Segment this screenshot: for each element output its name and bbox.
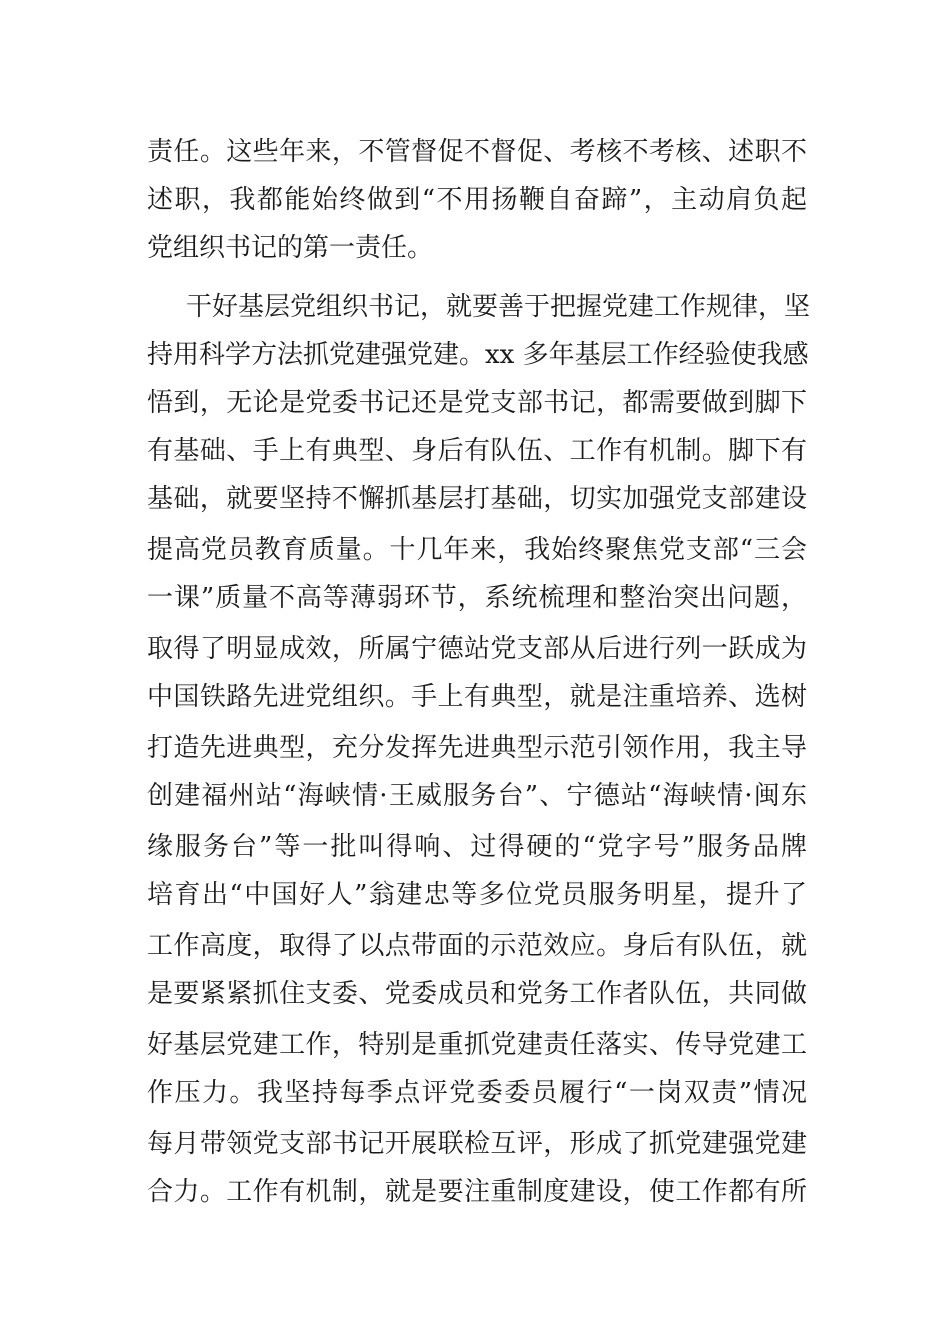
text-line: 提高党员教育质量。十几年来，我始终聚焦党支部“三会 — [147, 535, 807, 565]
text-line: 工作高度，取得了以点带面的示范效应。身后有队伍，就 — [147, 931, 807, 961]
text-line: 合力。工作有机制，就是要注重制度建设，使工作都有所 — [147, 1177, 807, 1207]
text-line: 作压力。我坚持每季点评党委委员履行“一岗双责”情况 — [147, 1078, 807, 1108]
text-line: 培育出“中国好人”翁建忠等多位党员服务明星，提升了 — [147, 880, 807, 910]
text-line: 取得了明显成效，所属宁德站党支部从后进行列一跃成为 — [147, 634, 807, 664]
text-line: 是要紧紧抓住支委、党委成员和党务工作者队伍，共同做 — [147, 979, 807, 1009]
text-line: 打造先进典型，充分发挥先进典型示范引领作用，我主导 — [147, 733, 807, 763]
text-line: 创建福州站“海峡情·王威服务台”、宁德站“海峡情·闽东 — [147, 781, 807, 811]
text-line: 基础，就要坚持不懈抓基层打基础，切实加强党支部建设 — [147, 484, 807, 514]
text-line: 缘服务台”等一批叫得响、过得硬的“党字号”服务品牌 — [147, 832, 807, 862]
text-line: 党组织书记的第一责任。 — [147, 233, 434, 263]
text-line: 中国铁路先进党组织。手上有典型，就是注重培养、选树 — [147, 682, 807, 712]
text-line: 述职，我都能始终做到“不用扬鞭自奋蹄”，主动肩负起 — [147, 185, 807, 215]
text-line: 一课”质量不高等薄弱环节，系统梳理和整治突出问题， — [147, 583, 807, 613]
text-line: 干好基层党组织书记，就要善于把握党建工作规律，坚 — [186, 292, 811, 322]
text-line: 持用科学方法抓党建强党建。xx 多年基层工作经验使我感 — [147, 340, 809, 370]
text-line: 悟到，无论是党委书记还是党支部书记，都需要做到脚下 — [147, 388, 807, 418]
text-line: 每月带领党支部书记开展联检互评，形成了抓党建强党建 — [147, 1129, 807, 1159]
text-line: 有基础、手上有典型、身后有队伍、工作有机制。脚下有 — [147, 436, 807, 466]
text-line: 好基层党建工作，特别是重抓党建责任落实、传导党建工 — [147, 1030, 807, 1060]
text-line: 责任。这些年来，不管督促不督促、考核不考核、述职不 — [147, 137, 807, 167]
